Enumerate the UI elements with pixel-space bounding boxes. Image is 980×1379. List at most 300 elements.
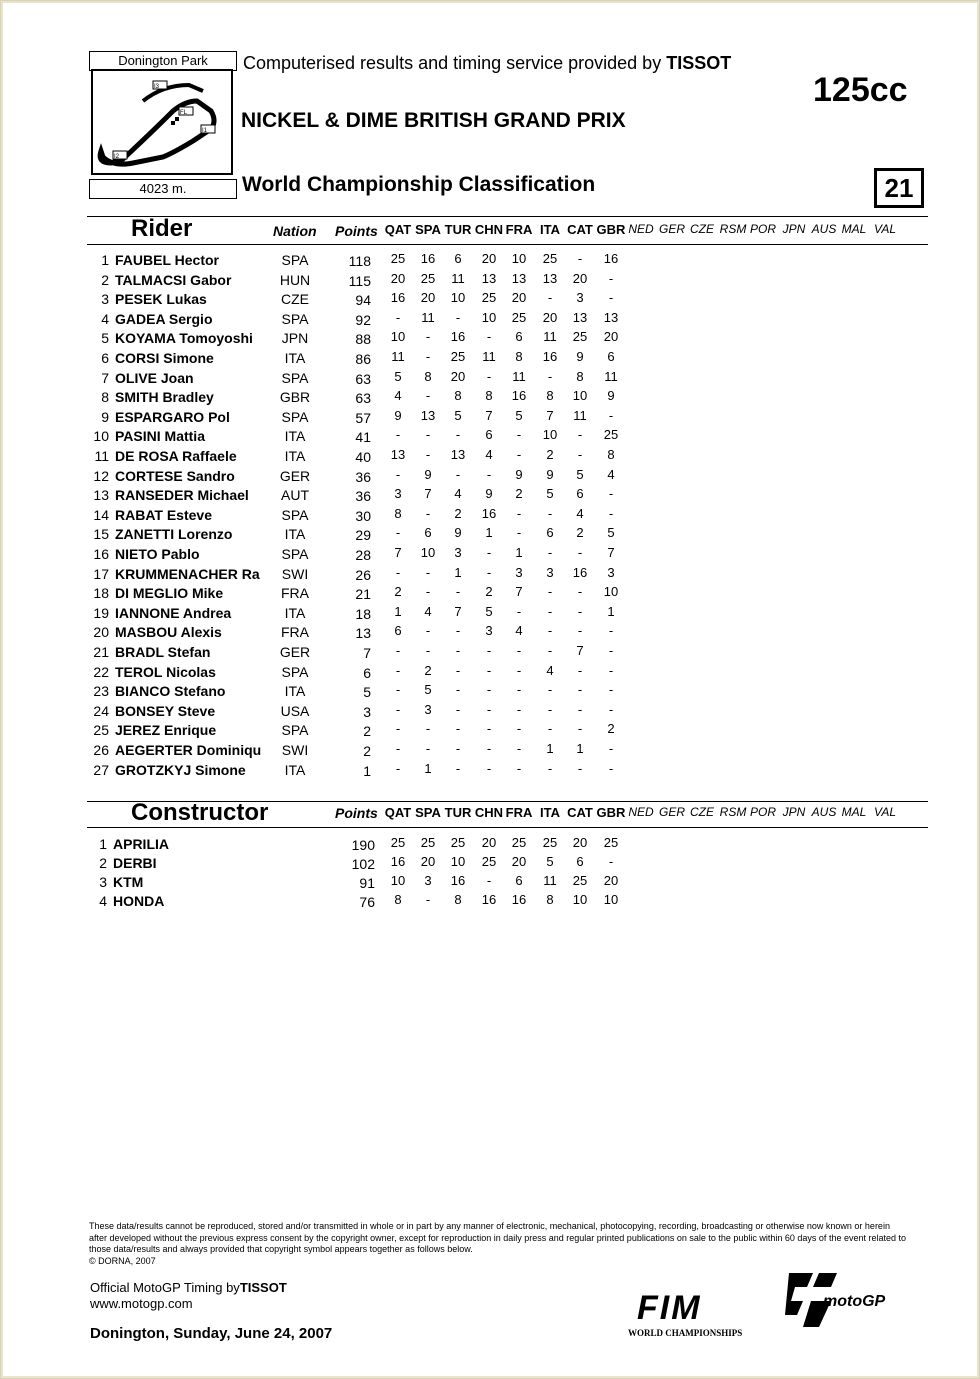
constructor-row	[1, 874, 980, 893]
rider-race-points: 25	[450, 349, 466, 364]
constructor-race-points: 20	[481, 835, 497, 850]
rider-race-points: 4	[576, 505, 584, 521]
rider-position: 3	[101, 291, 109, 308]
rider-race-points: -	[516, 760, 522, 776]
class-label: 125cc	[813, 71, 908, 109]
rider-points: 29	[355, 527, 371, 544]
rider-name: PASINI Mattia	[115, 428, 205, 445]
rider-points: 26	[355, 566, 371, 583]
rider-race-points: 5	[576, 466, 584, 482]
rider-race-points: -	[425, 741, 431, 756]
tissot-brand: TISSOT	[666, 53, 732, 73]
constructor-name: KTM	[113, 874, 144, 890]
rider-row	[1, 526, 980, 545]
rider-race-points: -	[577, 760, 583, 776]
constructor-race-points: 8	[394, 892, 402, 907]
rider-race-points: 8	[424, 368, 432, 384]
rider-race-points: 10	[481, 309, 497, 325]
rider-race-points: -	[516, 643, 522, 658]
rider-race-points: 5	[424, 682, 432, 698]
rider-row	[1, 272, 980, 291]
rider-position: 20	[93, 624, 109, 641]
rider-points: 86	[355, 351, 371, 367]
rider-race-points: 11	[482, 349, 496, 364]
constructor-race-points: 8	[546, 892, 554, 907]
rider-race-points: -	[608, 407, 614, 423]
rider-race-points: -	[608, 662, 614, 678]
rider-race-points: -	[455, 643, 461, 658]
disclaimer-text: These data/results cannot be reproduced, stored and/or transmitted in whole or in part by any manner of electronic, mechanical, photocopying, recording, broadcasting or otherwise now known or herein after developed without the previous express consent by the copyright owner, except for reproduction in daily press and regular printed publications on sale to the public within 60 days of the event related to those data/results and always provided that copyright symbol appears together as follows below.	[89, 1221, 906, 1254]
rider-race-points: -	[577, 603, 583, 619]
rider-race-points: 20	[603, 329, 619, 345]
rider-name: KOYAMA Tomoyoshi	[115, 330, 253, 347]
rider-race-points: 16	[390, 290, 406, 306]
rider-race-points: -	[425, 584, 431, 600]
rider-race-points: 4	[485, 447, 493, 462]
rider-race-points: -	[547, 682, 553, 698]
rider-race-points: 16	[542, 349, 558, 364]
rider-race-points: -	[547, 584, 553, 600]
rider-points: 30	[355, 507, 371, 524]
constructor-race-header-ita: ITA	[540, 805, 560, 820]
rider-race-points: -	[455, 427, 461, 443]
rider-race-points: 4	[394, 388, 402, 404]
rider-race-points: 1	[576, 741, 584, 756]
rider-race-header-chn: CHN	[474, 222, 504, 237]
constructor-race-points: 20	[572, 835, 588, 850]
rider-race-points: 16	[511, 388, 527, 404]
constructor-header-bottom-rule	[87, 827, 928, 828]
rider-points: 3	[363, 703, 371, 720]
rider-race-points: -	[395, 682, 401, 698]
rider-race-points: -	[486, 741, 492, 756]
copyright: © DORNA, 2007	[89, 1255, 156, 1266]
constructor-race-header-cat: CAT	[567, 805, 593, 820]
rider-race-points: 5	[394, 368, 402, 384]
rider-race-points: 7	[607, 545, 615, 560]
rider-row	[1, 252, 980, 271]
rider-nation: GER	[279, 644, 311, 660]
rider-race-points: 2	[424, 662, 432, 678]
rider-race-points: -	[608, 682, 614, 698]
rider-race-header-fra: FRA	[505, 222, 533, 237]
rider-race-points: -	[455, 760, 461, 776]
rider-race-points: 1	[607, 603, 615, 619]
rider-nation: SPA	[281, 369, 309, 386]
rider-race-points: 3	[576, 290, 584, 306]
rider-race-points: 20	[390, 270, 406, 286]
constructor-race-header-qat: QAT	[384, 805, 412, 820]
rider-row	[1, 468, 980, 487]
rider-race-points: -	[547, 290, 553, 306]
event-title: NICKEL & DIME BRITISH GRAND PRIX	[241, 109, 626, 132]
rider-row	[1, 389, 980, 408]
rider-race-points: 10	[420, 545, 436, 560]
constructor-race-header-gbr: GBR	[596, 805, 626, 820]
rider-race-points: -	[455, 584, 461, 600]
rider-row	[1, 644, 980, 663]
constructor-race-header-tur: TUR	[444, 805, 472, 820]
constructor-race-points: 8	[454, 892, 462, 907]
rider-race-points: -	[547, 721, 553, 737]
rider-points: 88	[355, 331, 371, 348]
rider-position: 10	[93, 428, 109, 445]
rider-race-points: -	[516, 741, 522, 756]
rider-points: 13	[355, 625, 371, 642]
rider-race-points: -	[425, 643, 431, 658]
rider-name: CORSI Simone	[115, 350, 214, 366]
rider-race-points: -	[455, 701, 461, 717]
rider-race-points: -	[516, 505, 522, 521]
rider-nation: SWI	[281, 565, 309, 582]
rider-name: ZANETTI Lorenzo	[115, 526, 233, 543]
rider-race-points: -	[455, 466, 461, 482]
disclaimer	[89, 1221, 909, 1267]
constructor-position: 1	[99, 836, 107, 852]
constructor-heading: Constructor	[131, 799, 269, 826]
constructor-race-header-ned: NED	[628, 805, 654, 819]
constructor-race-header-chn: CHN	[474, 805, 504, 820]
constructor-race-points: 16	[390, 854, 406, 869]
rider-race-points: 3	[424, 701, 432, 717]
rider-race-points: -	[395, 760, 401, 776]
rider-position: 12	[93, 467, 109, 484]
rider-nation: AUT	[281, 487, 309, 504]
constructor-race-points: 25	[481, 854, 497, 869]
rider-nation: ITA	[284, 761, 306, 778]
rider-race-points: 5	[485, 603, 493, 619]
rider-nation: CZE	[281, 291, 309, 308]
constructor-position: 2	[99, 855, 107, 871]
fim-logo: FIM	[637, 1289, 702, 1327]
rider-race-points: -	[486, 368, 492, 384]
rider-race-points: -	[608, 643, 614, 658]
rider-nation: SPA	[281, 722, 309, 739]
rider-race-points: -	[486, 682, 492, 698]
rider-position: 21	[93, 644, 109, 660]
rider-race-header-gbr: GBR	[596, 222, 626, 237]
constructor-race-header-mal: MAL	[841, 805, 867, 819]
constructor-race-header-cze: CZE	[690, 805, 714, 819]
rider-race-points: 2	[576, 525, 584, 541]
rider-race-header-tur: TUR	[444, 222, 472, 237]
rider-name: BONSEY Steve	[115, 702, 216, 719]
rider-race-points: -	[486, 643, 492, 658]
constructor-race-points: 20	[603, 873, 619, 888]
rider-race-points: 20	[450, 368, 466, 384]
rider-position: 2	[101, 271, 109, 288]
date-line: Donington, Sunday, June 24, 2007	[90, 1325, 333, 1342]
rider-race-points: 10	[542, 427, 558, 443]
marker-fl: FL	[180, 110, 188, 116]
constructor-race-points: 10	[390, 873, 406, 888]
rider-name: NIETO Pablo	[115, 546, 200, 562]
constructor-name: DERBI	[113, 855, 157, 871]
constructor-race-header-val: VAL	[873, 805, 897, 819]
rider-race-points: -	[608, 505, 614, 521]
rider-race-points: 25	[542, 251, 558, 266]
rider-position: 15	[93, 526, 109, 543]
constructor-race-points: 5	[546, 854, 554, 869]
rider-row	[1, 409, 980, 428]
rider-race-points: 16	[481, 505, 497, 521]
rider-race-points: 8	[546, 388, 554, 404]
constructor-race-points: 25	[572, 873, 588, 888]
rider-race-points: 10	[511, 251, 527, 266]
rider-row	[1, 350, 980, 369]
rider-race-points: 10	[450, 290, 466, 306]
rider-points: 2	[363, 723, 371, 740]
rider-position: 25	[93, 722, 109, 739]
rider-name: CORTESE Sandro	[115, 467, 235, 484]
rider-race-points: 9	[424, 466, 432, 482]
rider-position: 27	[93, 761, 109, 778]
rider-race-points: -	[516, 662, 522, 678]
rider-row	[1, 722, 980, 741]
rider-race-points: 13	[511, 270, 527, 286]
rider-race-points: -	[608, 290, 614, 306]
rider-name: IANNONE Andrea	[115, 604, 232, 621]
rider-race-points: 16	[603, 251, 619, 266]
rider-position: 6	[101, 350, 109, 366]
rider-nation: FRA	[281, 585, 309, 602]
rider-position: 1	[101, 252, 109, 268]
rider-race-points: -	[425, 721, 431, 737]
rider-race-points: -	[486, 564, 492, 580]
rider-nation: ITA	[284, 448, 306, 464]
rider-race-points: 7	[546, 407, 554, 423]
rider-race-points: 8	[515, 349, 523, 364]
rider-race-points: -	[486, 721, 492, 737]
rider-position: 11	[94, 448, 109, 464]
constructor-race-points: 16	[481, 892, 497, 907]
rider-race-header-qat: QAT	[384, 222, 412, 237]
constructor-race-points: 16	[511, 892, 527, 907]
rider-row	[1, 546, 980, 565]
rider-race-points: 5	[607, 525, 615, 541]
rider-race-header-por: POR	[749, 222, 776, 236]
rider-race-points: -	[395, 564, 401, 580]
rider-points: 94	[355, 292, 371, 309]
rider-points: 118	[348, 253, 371, 269]
rider-race-points: 8	[485, 388, 493, 404]
rider-name: JEREZ Enrique	[115, 722, 217, 739]
rider-race-points: 7	[394, 545, 402, 560]
rider-race-points: -	[608, 741, 614, 756]
constructor-race-header-rsm: RSM	[719, 805, 747, 819]
rider-race-points: 9	[607, 388, 615, 404]
rider-race-points: -	[547, 701, 553, 717]
rider-race-points: 2	[485, 584, 493, 600]
rider-race-points: 7	[454, 603, 462, 619]
rider-nation: SPA	[281, 252, 309, 268]
rider-name: KRUMMENACHER Ra	[115, 565, 260, 582]
rider-heading: Rider	[131, 215, 193, 242]
rider-row	[1, 605, 980, 624]
rider-race-points: 11	[451, 270, 465, 286]
rider-row	[1, 762, 980, 781]
rider-nation: ITA	[284, 428, 306, 445]
rider-race-points: 5	[454, 407, 462, 423]
rider-points: 5	[363, 684, 371, 701]
rider-race-points: -	[516, 701, 522, 717]
rider-name: ESPARGARO Pol	[115, 408, 230, 425]
rider-race-points: -	[395, 643, 401, 658]
rider-race-points: -	[486, 545, 492, 560]
rider-race-points: 8	[607, 447, 615, 462]
rider-race-points: -	[608, 701, 614, 717]
rider-race-points: 2	[607, 721, 615, 737]
constructor-position: 3	[99, 874, 107, 890]
rider-race-points: 2	[546, 447, 554, 462]
rider-race-points: 13	[603, 309, 619, 325]
rider-name: FAUBEL Hector	[115, 252, 219, 268]
rider-header-top-rule	[87, 216, 928, 217]
rider-position: 8	[101, 389, 109, 406]
rider-race-points: -	[395, 721, 401, 737]
rider-position: 26	[93, 742, 109, 758]
rider-race-points: -	[608, 623, 614, 639]
rider-race-points: -	[486, 466, 492, 482]
nation-heading: Nation	[273, 223, 317, 239]
rider-race-points: 13	[542, 270, 558, 286]
rider-race-points: 8	[454, 388, 462, 404]
rider-points: 57	[355, 409, 371, 426]
rider-race-points: 4	[515, 623, 523, 639]
rider-race-points: -	[395, 466, 401, 482]
rider-race-points: -	[608, 270, 614, 286]
rider-race-points: 25	[511, 309, 527, 325]
rider-race-points: -	[455, 309, 461, 325]
rider-row	[1, 487, 980, 506]
rider-row	[1, 507, 980, 526]
rider-points: 41	[355, 429, 371, 446]
rider-position: 14	[93, 506, 109, 523]
rider-race-points: -	[455, 662, 461, 678]
rider-nation: SPA	[281, 506, 309, 523]
rider-race-points: 1	[424, 760, 432, 776]
rider-nation: ITA	[284, 526, 306, 543]
rider-points: 7	[363, 645, 371, 661]
rider-race-points: -	[516, 682, 522, 698]
rider-race-points: 4	[454, 486, 462, 502]
rider-race-points: 11	[512, 368, 526, 384]
rider-race-header-ger: GER	[658, 222, 685, 236]
rider-name: OLIVE Joan	[115, 369, 194, 386]
rider-race-header-aus: AUS	[811, 222, 837, 236]
rider-race-points: 6	[485, 427, 493, 443]
rider-race-points: -	[577, 545, 583, 560]
rider-race-points: 11	[573, 407, 587, 423]
rider-race-points: -	[547, 505, 553, 521]
rider-race-points: -	[395, 662, 401, 678]
rider-race-points: 4	[546, 662, 554, 678]
rider-race-header-mal: MAL	[841, 222, 867, 236]
rider-race-points: 6	[394, 623, 402, 639]
rider-name: BRADL Stefan	[115, 644, 211, 660]
rider-race-points: 2	[515, 486, 523, 502]
constructor-race-points: 10	[603, 892, 619, 907]
rider-name: SMITH Bradley	[115, 389, 214, 406]
rider-points: 63	[355, 390, 371, 407]
rider-points: 40	[355, 449, 371, 465]
rider-race-points: 20	[572, 270, 588, 286]
rider-race-points: -	[455, 741, 461, 756]
rider-race-points: -	[577, 584, 583, 600]
constructor-race-points: 3	[424, 873, 432, 888]
rider-nation: ITA	[284, 350, 306, 366]
constructor-name: APRILIA	[113, 836, 169, 852]
constructor-race-points: 6	[515, 873, 523, 888]
rider-race-points: 1	[394, 603, 402, 619]
official-timing-text: Official MotoGP Timing by	[90, 1280, 240, 1295]
constructor-race-points: 20	[420, 854, 436, 869]
rider-race-points: -	[455, 721, 461, 737]
rider-nation: GER	[279, 467, 311, 484]
constructor-race-points: 25	[450, 835, 466, 850]
rider-race-points: -	[395, 309, 401, 325]
rider-race-header-spa: SPA	[415, 222, 441, 237]
rider-nation: HUN	[279, 271, 311, 288]
rider-race-points: 1	[546, 741, 554, 756]
rider-race-points: 20	[511, 290, 527, 306]
rider-race-points: -	[425, 623, 431, 639]
rider-nation: SPA	[281, 546, 309, 562]
rider-race-points: 3	[546, 564, 554, 580]
rider-race-points: 7	[485, 407, 493, 423]
rider-row	[1, 291, 980, 310]
website-link[interactable]: www.motogp.com	[90, 1296, 193, 1311]
rider-nation: ITA	[284, 683, 306, 700]
rider-race-points: -	[547, 760, 553, 776]
rider-race-points: 2	[394, 584, 402, 600]
rider-row	[1, 703, 980, 722]
rider-race-points: 25	[420, 270, 436, 286]
constructor-race-points: 20	[511, 854, 527, 869]
rider-race-points: 9	[546, 466, 554, 482]
rider-race-points: 4	[607, 466, 615, 482]
timing-service-text: Computerised results and timing service provided by	[243, 53, 662, 73]
constructor-race-points: 10	[450, 854, 466, 869]
rider-race-points: 2	[454, 505, 462, 521]
constructor-position: 4	[99, 893, 107, 909]
rider-race-points: -	[395, 525, 401, 541]
rider-race-points: -	[516, 447, 522, 462]
track-length: 4023 m.	[89, 179, 237, 199]
rider-race-points: 20	[481, 251, 497, 266]
rider-race-points: 10	[603, 584, 619, 600]
document-title: World Championship Classification	[242, 173, 596, 196]
rider-race-points: 16	[420, 251, 436, 266]
constructor-race-header-spa: SPA	[415, 805, 441, 820]
constructor-points: 190	[351, 837, 375, 853]
rider-position: 9	[101, 408, 109, 425]
constructor-points: 76	[359, 894, 375, 910]
rider-nation: ITA	[284, 604, 306, 621]
constructor-race-points: 25	[420, 835, 436, 850]
rider-race-header-ned: NED	[628, 222, 654, 236]
rider-race-points: -	[516, 603, 522, 619]
rider-name: TEROL Nicolas	[115, 663, 216, 680]
track-name: Donington Park	[89, 51, 237, 71]
rider-race-points: -	[577, 427, 583, 443]
constructor-row	[1, 855, 980, 874]
rider-position: 16	[93, 546, 109, 562]
rider-position: 4	[101, 310, 109, 327]
rider-race-points: 20	[420, 290, 436, 306]
rider-row	[1, 566, 980, 585]
rider-race-points: 3	[485, 623, 493, 639]
